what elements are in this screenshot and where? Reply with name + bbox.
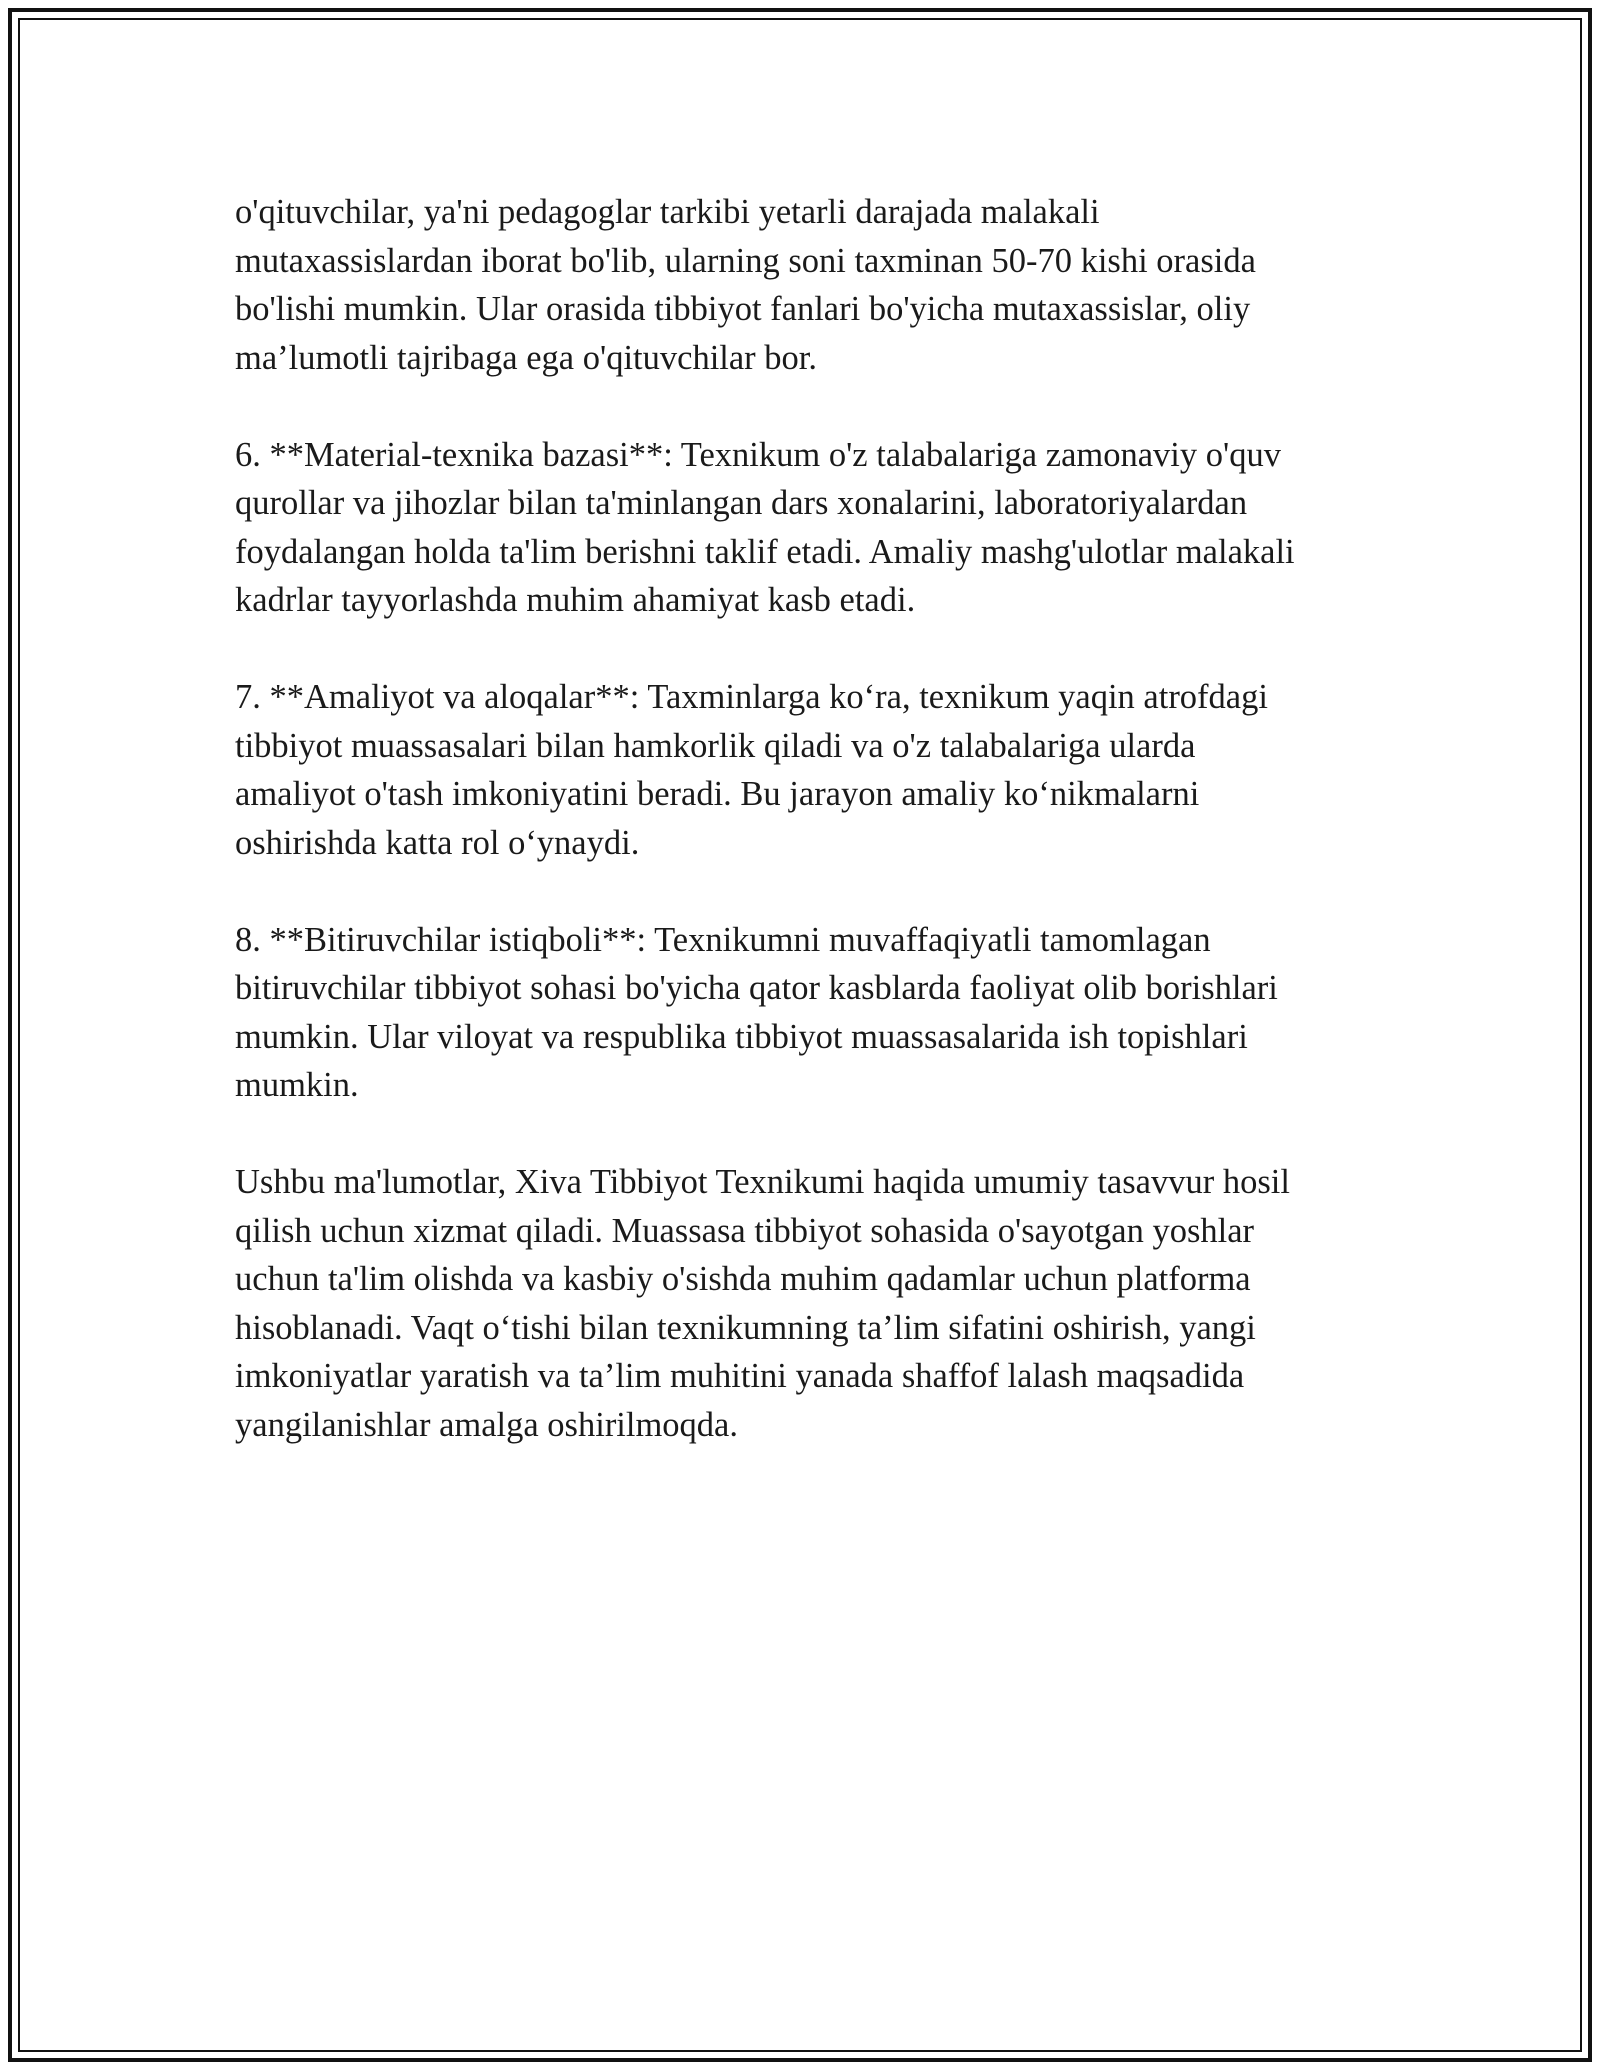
paragraph-conclusion: Ushbu ma'lumotlar, Xiva Tibbiyot Texnikumi haqida umumiy tasavvur hosil qilish uchun xizmat qiladi. Muassasa tibbiyot sohasida o'sayotgan yoshlar uchun ta'lim olishda va kasbiy o'sishda muhim qadamlar uchun platforma hisoblanadi. Vaqt oʻtishi bilan texnikumning ta’lim sifatini oshirish, yangi imkoniyatlar yaratish va ta’lim muhitini yanada shaffof lalash maqsadida yangilanishlar amalga oshirilmoqda. (235, 1163, 1290, 1444)
paragraph-graduates: 8. **Bitiruvchilar istiqboli**: Texnikumni muvaffaqiyatli tamomlagan bitiruvchilar tibbiyot sohasi bo'yicha qator kasblarda faoliyat olib borishlari mumkin. Ular viloyat va respublika tibbiyot muassasalarida ish topishlari mumkin. (235, 920, 1278, 1104)
paragraph-practice: 7. **Amaliyot va aloqalar**: Taxminlarga koʻra, texnikum yaqin atrofdagi tibbiyot muassasalari bilan hamkorlik qiladi va o'z talabalariga ularda amaliyot o'tash imkoniyatini beradi. Bu jarayon amaliy koʻnikmalarni oshirishda katta rol oʻynaydi. (235, 678, 1268, 862)
paragraph-teachers: o'qituvchilar, ya'ni pedagoglar tarkibi yetarli darajada malakali mutaxassislardan iborat bo'lib, ularning soni taxminan 50-70 kishi orasida bo'lishi mumkin. Ular orasida tibbiyot fanlari bo'yicha mutaxassislar, oliy ma’lumotli tajribaga ega o'qituvchilar bor. (235, 193, 1256, 377)
paragraph-material-base: 6. **Material-texnika bazasi**: Texnikum o'z talabalariga zamonaviy o'quv qurollar va jihozlar bilan ta'minlangan dars xonalarini, laboratoriyalardan foydalangan holda ta'lim berishni taklif etadi. Amaliy mashg'ulotlar malakali kadrlar tayyorlashda muhim ahamiyat kasb etadi. (235, 435, 1295, 619)
document-body (235, 188, 1385, 1498)
